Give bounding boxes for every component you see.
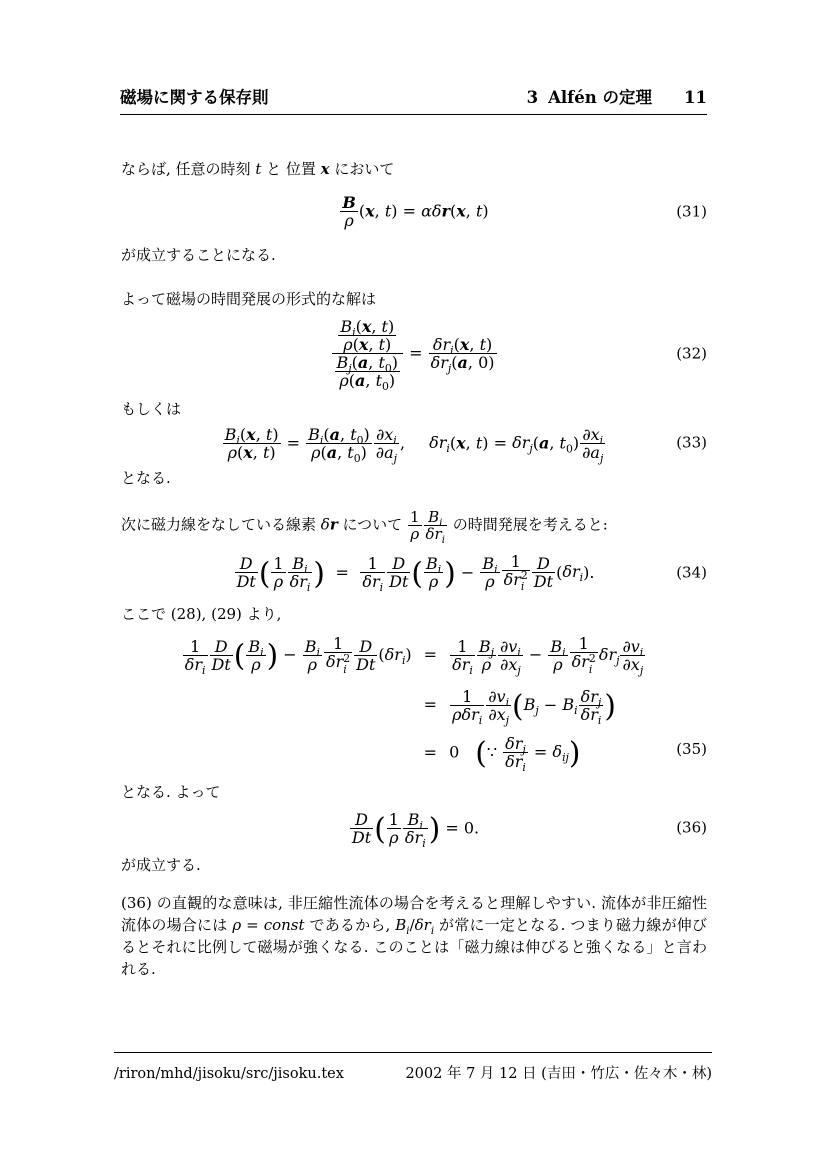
paragraph-holds: が成立することになる.	[121, 245, 276, 264]
equation-35-number: (35)	[676, 739, 707, 758]
equation-34	[121, 553, 707, 594]
equation-33-number: (33)	[676, 433, 707, 452]
page-body	[121, 142, 707, 980]
equation-31-body: $\frac{B}{\rho}$ (x, t) = αδr(x, t)	[342, 193, 489, 231]
paragraph-formal-solution: よって磁場の時間発展の形式的な解は	[121, 289, 377, 308]
equation-36-body: $\frac{D}{Dt}$ ( $\frac{1}{\rho}$ $B_i$ $\delta r_i$ ) = 0.	[351, 809, 480, 851]
paragraph-intro: ならば, 任意の時刻 t と 位置 x において	[121, 160, 395, 178]
footer-date-authors: 2002 年 7 月 12 日 (吉田・竹広・佐々木・林)	[405, 1066, 712, 1082]
equation-31	[121, 194, 707, 230]
section-title: Alfén の定理	[548, 88, 653, 107]
equation-35-relation-3: =	[423, 742, 438, 762]
equation-35-rhs-1: 1 $\delta r_i$ $\frac{B_j}{\rho}$ $\frac{\partial v_i}{\partial x_j}$ − $\frac{B_i}{\rho}$ 1 δr 2 i $\delta r_j$ $\frac{\partial v_i}{\partial x_j}$	[452, 634, 644, 678]
page-number: 11	[684, 88, 707, 107]
paragraph-line-element: 次に磁力線をなしている線素 δr について $\frac{1}{\rho}$ $B_i$ $\delta r_i$ の時間発展を考えると:	[121, 508, 608, 547]
equation-36	[121, 809, 707, 851]
equation-34-number: (34)	[676, 563, 707, 582]
equation-35-lhs: 1 $\delta r_i$ $\frac{D}{Dt}$ ( $\frac{B_i}{\rho}$ ) − $\frac{B_i}{\rho}$ 1 δr 2 i $\frac{D}{Dt}$ $(\delta r_i)$	[184, 634, 412, 678]
paragraph-intuitive-meaning: (36) の直観的な意味は, 非圧縮性流体の場合を考えると理解しやすい. 流体が非圧縮性流体の場合には ρ = const であるから, $B_i/\delta r_i$ が常に一定となる. つまり磁力線が伸びるとそれに比例して磁場が強くなる. このことは「磁力線は伸びると強くなる」と言われる.	[121, 894, 707, 979]
running-head-title: 磁場に関する保存則	[120, 88, 269, 107]
equation-35	[121, 634, 707, 775]
section-number: 3	[526, 88, 539, 107]
equation-32-number: (32)	[676, 344, 707, 363]
running-head-section	[527, 84, 707, 108]
equation-35-rhs-3: 0 (∵ $\delta r_j$ $\delta r_i$ = $\delta_{ij}$)	[449, 734, 581, 775]
equation-32	[121, 316, 707, 394]
equation-33-body: $\frac{B_i(x, t)}{\rho(x, t)}$ = $\frac{B_i(a, t_0)}{\rho(a, t_0)}$ $\frac{\partial x_i}{\partial a_j}$ , $\delta r_i(x$, $t) = \delta r_j(a$, $t_0$) $\frac{\partial x_i}{\partial a_j}$	[224, 424, 604, 466]
page-header	[120, 84, 707, 115]
equation-35-aligned-block	[182, 634, 647, 775]
equation-31-number: (31)	[676, 202, 707, 221]
equation-34-body: $\frac{D}{Dt}$ ( $\frac{1}{\rho}$ $B_i$ $\delta r_i$ ) = 1 $\delta r_i$ $\frac{D}{Dt}$ ( $\frac{B_i}{\rho}$ ) − $\frac{B_i}{\rho}$ 1 δr 2 i $\frac{D}{Dt}$ $(\delta r_i)$.	[236, 551, 595, 595]
paragraph-therefore: となる. よって	[121, 782, 221, 801]
equation-35-relation-2: =	[423, 695, 438, 715]
equation-35-relation-1: =	[423, 645, 438, 665]
equation-32-body: $\frac{\frac{B_i(x, t)}{\rho(x, t)}}{\frac{B_j(a, t_0)}{\rho(a, t_0)}}$ = $\delta r_i(x$, t) $\delta r_j(a$, 0)	[331, 318, 498, 390]
footer-file-path: /riron/mhd/jisoku/src/jisoku.tex	[114, 1066, 344, 1082]
paragraph-holds-2: が成立する.	[121, 856, 201, 875]
paragraph-or: もしくは	[121, 399, 182, 418]
equation-36-number: (36)	[676, 819, 707, 838]
equation-35-rhs-2: 1 ρδr$_i$ $\frac{\partial v_i}{\partial x_j}$ ($B_j - B_i$ $\delta r_j$ $\delta r_i$ )	[452, 686, 616, 728]
page-footer	[114, 1052, 712, 1083]
paragraph-from-28-29: ここで (28), (29) より,	[121, 605, 282, 624]
paragraph-becomes: となる.	[121, 469, 171, 488]
equation-33	[121, 424, 707, 466]
